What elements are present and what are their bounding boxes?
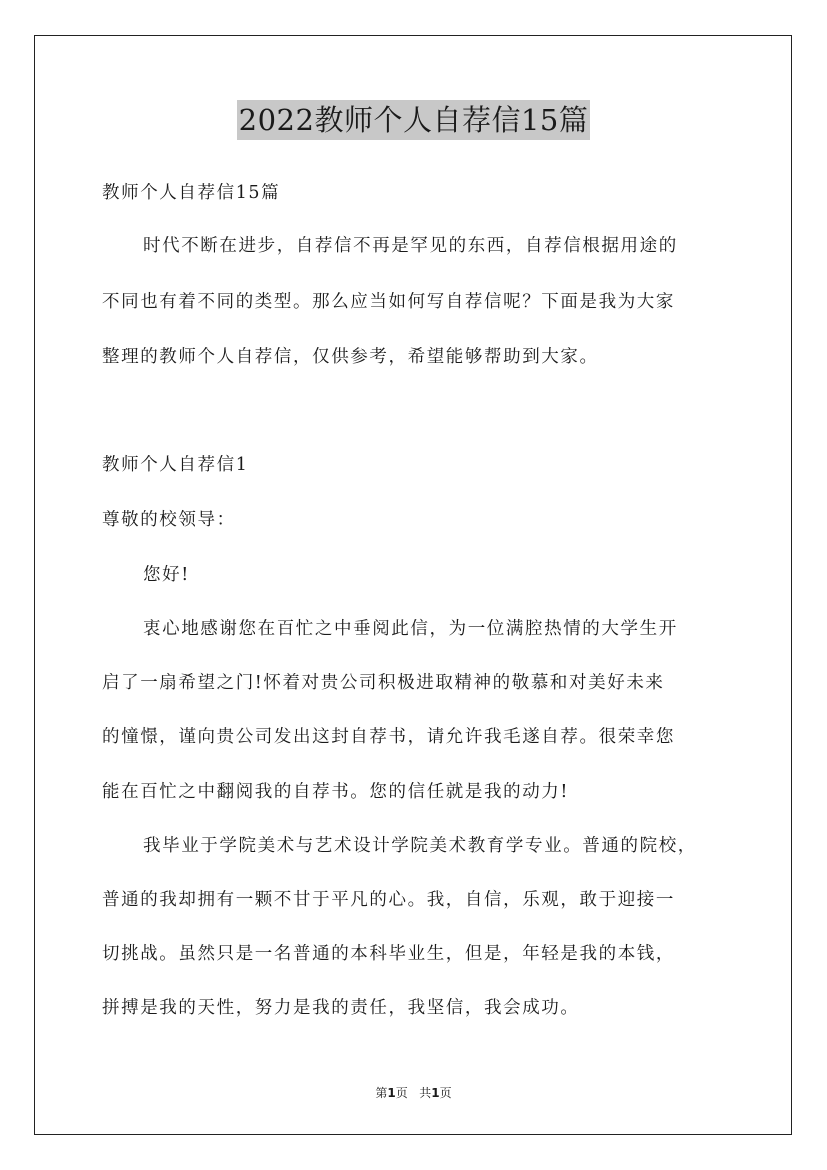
paragraph-line: 我毕业于学院美术与艺术设计学院美术教育学专业。普通的院校， — [143, 836, 697, 856]
title-container — [0, 100, 827, 140]
section-heading: 教师个人自荐信1 — [102, 455, 249, 475]
paragraph-line: 时代不断在进步，自荐信不再是罕见的东西，自荐信根据用途的 — [143, 236, 678, 256]
paragraph-line: 不同也有着不同的类型。那么应当如何写自荐信呢？下面是我为大家 — [102, 292, 675, 312]
paragraph-line: 普通的我却拥有一颗不甘于平凡的心。我，自信，乐观，敢于迎接一 — [102, 890, 675, 910]
paragraph-line: 拼搏是我的天性，努力是我的责任，我坚信，我会成功。 — [102, 998, 580, 1018]
footer-prefix: 第 — [375, 1086, 388, 1100]
paragraph-line: 的憧憬，谨向贵公司发出这封自荐书，请允许我毛遂自荐。很荣幸您 — [102, 727, 675, 747]
footer-page-number: 1 — [387, 1086, 396, 1100]
paragraph-line: 切挑战。虽然只是一名普通的本科毕业生，但是，年轻是我的本钱， — [102, 944, 675, 964]
page-footer — [0, 1084, 827, 1101]
paragraph-line: 能在百忙之中翻阅我的自荐书。您的信任就是我的动力! — [102, 782, 570, 802]
footer-mid: 页 共 — [395, 1086, 432, 1100]
salutation: 尊敬的校领导： — [102, 510, 236, 530]
footer-suffix: 页 — [439, 1086, 452, 1100]
paragraph-line: 衷心地感谢您在百忙之中垂阅此信，为一位满腔热情的大学生开 — [143, 619, 678, 639]
greeting: 您好! — [143, 565, 190, 585]
section-heading: 教师个人自荐信15篇 — [102, 183, 281, 203]
document-title: 2022教师个人自荐信15篇 — [237, 100, 591, 140]
paragraph-line: 启了一扇希望之门!怀着对贵公司积极进取精神的敬慕和对美好未来 — [102, 673, 665, 693]
paragraph-line: 整理的教师个人自荐信，仅供参考，希望能够帮助到大家。 — [102, 347, 599, 367]
footer-total-pages: 1 — [431, 1086, 440, 1100]
